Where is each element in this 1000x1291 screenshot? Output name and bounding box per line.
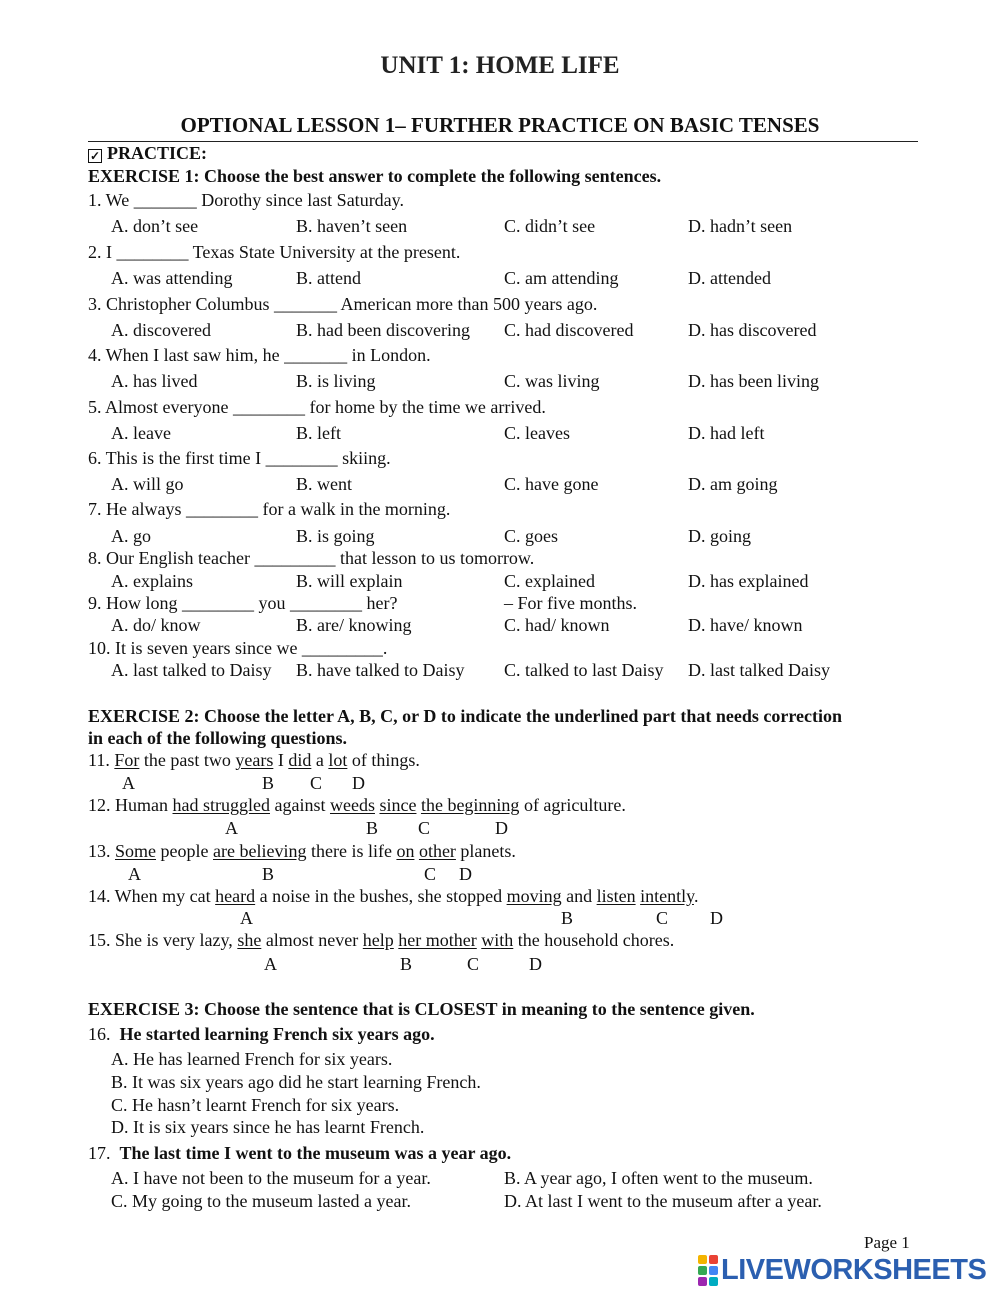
q13-letter-d: D (459, 864, 472, 884)
q9-option-a: A. do/ know (111, 615, 201, 635)
q16-option-c: C. He hasn’t learnt French for six years. (111, 1095, 400, 1115)
q15-letter-c: C (467, 954, 480, 974)
q17-option-b: B. A year ago, I often went to the museum. (504, 1168, 813, 1188)
q4-option-d: D. has been living (688, 371, 819, 391)
underlined-part-a: For (114, 750, 140, 770)
logo-tiles-icon (698, 1255, 718, 1286)
underlined-part-a: had struggled (172, 795, 270, 815)
underlined-part-d: lot (328, 750, 348, 770)
q1-option-b: B. haven’t seen (296, 216, 408, 236)
underlined-part-d: intently (640, 886, 694, 906)
q2-option-a: A. was attending (111, 268, 233, 288)
q5-option-a: A. leave (111, 423, 171, 443)
question-11: 11. For the past two years I did a lot of things. (88, 750, 420, 770)
q10-option-d: D. last talked Daisy (688, 660, 830, 680)
question-4: 4. When I last saw him, he _______ in London. (88, 345, 431, 365)
exercise-2-heading-line1: EXERCISE 2: Choose the letter A, B, C, or D to indicate the underlined part that needs correction (88, 706, 842, 726)
question-3: 3. Christopher Columbus _______ American more than 500 years ago. (88, 294, 598, 314)
q10-option-c: C. talked to last Daisy (504, 660, 664, 680)
q6-option-b: B. went (296, 474, 352, 494)
practice-heading (88, 143, 207, 164)
q16-option-a: A. He has learned French for six years. (111, 1049, 393, 1069)
q14-letter-d: D (710, 908, 723, 928)
question-13: 13. Some people are believing there is life on other planets. (88, 841, 516, 861)
question-16: 16. He started learning French six years ago. (88, 1024, 435, 1044)
q11-letter-d: D (352, 773, 365, 793)
q4-option-a: A. has lived (111, 371, 198, 391)
underlined-part-d: the beginning (420, 795, 520, 815)
q7-option-d: D. going (688, 526, 751, 546)
question-10: 10. It is seven years since we _________. (88, 638, 388, 658)
q10-option-b: B. have talked to Daisy (296, 660, 465, 680)
q4-option-c: C. was living (504, 371, 600, 391)
q3-option-a: A. discovered (111, 320, 211, 340)
question-7: 7. He always ________ for a walk in the morning. (88, 499, 451, 519)
question-9-answer-hint: – For five months. (504, 593, 637, 613)
question-8: 8. Our English teacher _________ that lesson to us tomorrow. (88, 548, 535, 568)
underlined-part-a: Some (115, 841, 157, 861)
q5-option-c: C. leaves (504, 423, 570, 443)
underlined-part-b: weeds (329, 795, 375, 815)
checkbox-icon: ✓ (89, 149, 101, 163)
q15-letter-b: B (400, 954, 413, 974)
q12-letter-c: C (418, 818, 431, 838)
practice-label: PRACTICE: (107, 143, 208, 163)
q9-option-b: B. are/ knowing (296, 615, 412, 635)
q8-option-c: C. explained (504, 571, 595, 591)
q13-letter-c: C (424, 864, 437, 884)
q14-letter-b: B (561, 908, 574, 928)
exercise-2-heading-line2: in each of the following questions. (88, 728, 348, 748)
q8-option-d: D. has explained (688, 571, 809, 591)
underlined-part-b: are believing (213, 841, 307, 861)
question-12: 12. Human had struggled against weeds since the beginning of agriculture. (88, 795, 626, 815)
q11-letter-c: C (310, 773, 323, 793)
q17-option-a: A. I have not been to the museum for a year. (111, 1168, 431, 1188)
underlined-part-d: with (481, 930, 514, 950)
q17-option-d: D. At last I went to the museum after a year. (504, 1191, 822, 1211)
underlined-part-a: she (237, 930, 262, 950)
question-1: 1. We _______ Dorothy since last Saturday. (88, 190, 405, 210)
q6-option-c: C. have gone (504, 474, 599, 494)
q17-option-c: C. My going to the museum lasted a year. (111, 1191, 411, 1211)
q9-option-d: D. have/ known (688, 615, 803, 635)
underlined-part-d: other (418, 841, 456, 861)
underlined-part-c: since (379, 795, 417, 815)
question-14: 14. When my cat heard a noise in the bushes, she stopped moving and listen intently. (88, 886, 699, 906)
q16-option-d: D. It is six years since he has learnt French. (111, 1117, 425, 1137)
q1-option-c: C. didn’t see (504, 216, 596, 236)
q6-option-d: D. am going (688, 474, 778, 494)
q11-letter-b: B (262, 773, 275, 793)
q9-option-c: C. had/ known (504, 615, 610, 635)
q2-option-b: B. attend (296, 268, 361, 288)
underlined-part-c: did (288, 750, 312, 770)
q2-option-d: D. attended (688, 268, 771, 288)
q11-letter-a: A (122, 773, 135, 793)
q1-option-d: D. hadn’t seen (688, 216, 793, 236)
q8-option-b: B. will explain (296, 571, 403, 591)
q16-option-b: B. It was six years ago did he start learning French. (111, 1072, 481, 1092)
question-6: 6. This is the first time I ________ skiing. (88, 448, 391, 468)
title-divider (88, 141, 918, 142)
q7-option-a: A. go (111, 526, 151, 546)
q12-letter-d: D (495, 818, 508, 838)
q14-letter-a: A (240, 908, 253, 928)
page-number: Page 1 (864, 1233, 910, 1252)
q3-option-b: B. had been discovering (296, 320, 470, 340)
question-5: 5. Almost everyone ________ for home by the time we arrived. (88, 397, 546, 417)
q6-option-a: A. will go (111, 474, 184, 494)
q2-option-c: C. am attending (504, 268, 619, 288)
underlined-part-a: heard (215, 886, 256, 906)
q5-option-d: D. had left (688, 423, 765, 443)
lesson-subtitle: OPTIONAL LESSON 1– FURTHER PRACTICE ON BASIC TENSES (180, 113, 820, 137)
q1-option-a: A. don’t see (111, 216, 199, 236)
question-17: 17. The last time I went to the museum was a year ago. (88, 1143, 512, 1163)
question-2: 2. I ________ Texas State University at the present. (88, 242, 461, 262)
underlined-part-b: years (235, 750, 274, 770)
q10-option-a: A. last talked to Daisy (111, 660, 272, 680)
exercise-3-heading: EXERCISE 3: Choose the sentence that is CLOSEST in meaning to the sentence given. (88, 999, 755, 1019)
q14-letter-c: C (656, 908, 669, 928)
underlined-part-c: on (396, 841, 415, 861)
q12-letter-a: A (225, 818, 238, 838)
underlined-part-c: her mother (398, 930, 477, 950)
q12-letter-b: B (366, 818, 379, 838)
q8-option-a: A. explains (111, 571, 193, 591)
underlined-part-b: moving (506, 886, 562, 906)
underlined-part-b: help (362, 930, 394, 950)
q3-option-c: C. had discovered (504, 320, 634, 340)
q3-option-d: D. has discovered (688, 320, 817, 340)
underlined-part-c: listen (596, 886, 636, 906)
q13-letter-a: A (128, 864, 141, 884)
q7-option-c: C. goes (504, 526, 558, 546)
q7-option-b: B. is going (296, 526, 375, 546)
logo-text: LIVEWORKSHEETS (721, 1253, 987, 1286)
q15-letter-d: D (529, 954, 542, 974)
q13-letter-b: B (262, 864, 275, 884)
q4-option-b: B. is living (296, 371, 376, 391)
q15-letter-a: A (264, 954, 277, 974)
liveworksheets-logo[interactable] (698, 1255, 986, 1285)
question-9: 9. How long ________ you ________ her? (88, 593, 398, 613)
q5-option-b: B. left (296, 423, 341, 443)
question-15: 15. She is very lazy, she almost never help her mother with the household chores. (88, 930, 675, 950)
page-title: UNIT 1: HOME LIFE (380, 52, 620, 79)
exercise-1-heading: EXERCISE 1: Choose the best answer to complete the following sentences. (88, 166, 662, 186)
